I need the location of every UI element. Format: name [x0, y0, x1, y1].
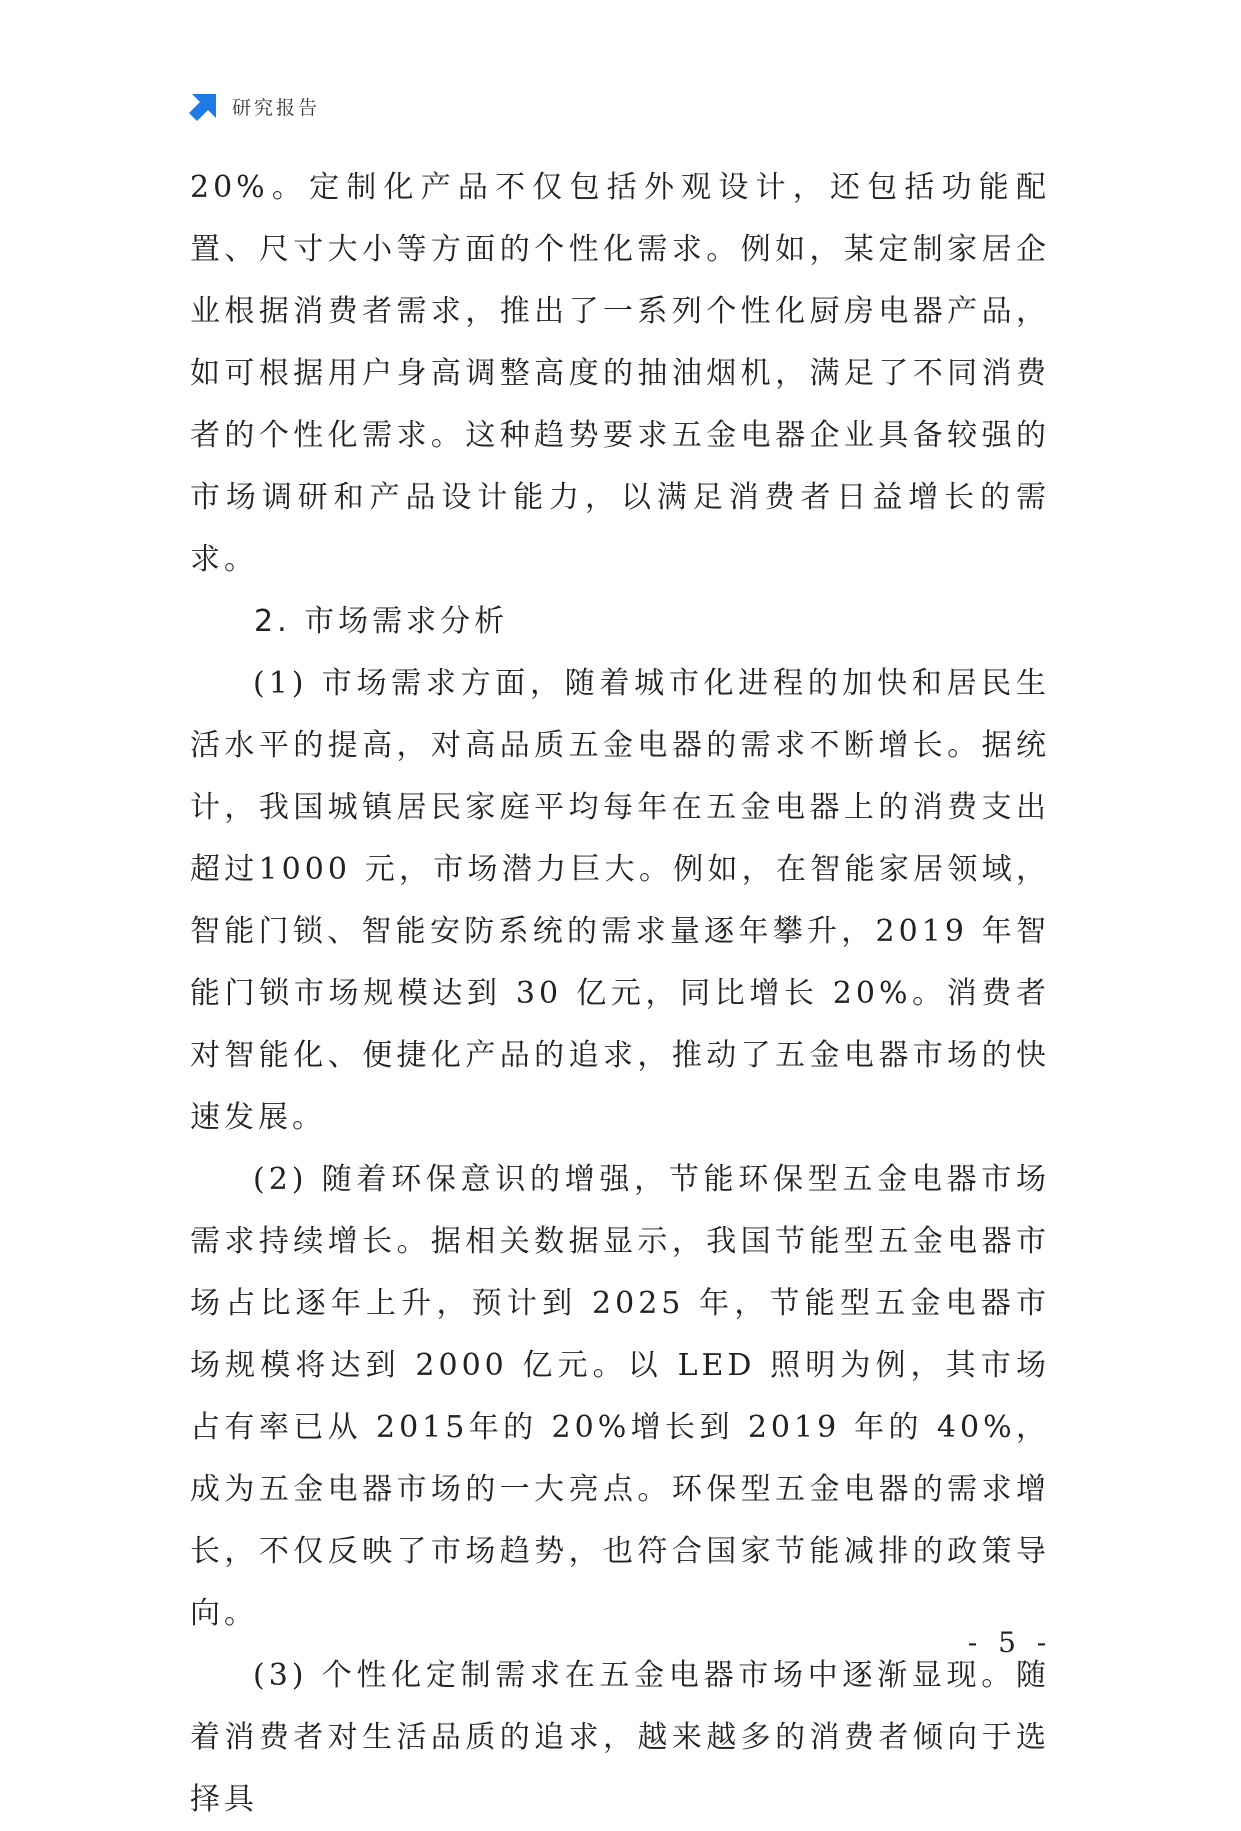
header-title: 研究报告	[232, 96, 321, 119]
paragraph-3: (3) 个性化定制需求在五金电器市场中逐渐显现。随着消费者对生活品质的追求，越来越多的消费者倾向于选择具	[190, 1658, 1050, 1817]
section-heading: 2. 市场需求分析	[254, 604, 509, 639]
paragraph-intro: 20%。定制化产品不仅包括外观设计，还包括功能配置、尺寸大小等方面的个性化需求。例如，某定制家居企业根据消费者需求，推出了一系列个性化厨房电器产品，如可根据用户身高调整高度的抽油烟机，满足了不同消费者的个性化需求。这种趋势要求五金电器企业具备较强的市场调研和产品设计能力，以满足消费者日益增长的需求。	[190, 170, 1050, 577]
paragraph-1: (1) 市场需求方面，随着城市化进程的加快和居民生活水平的提高，对高品质五金电器的需求不断增长。据统计，我国城镇居民家庭平均每年在五金电器上的消费支出超过1000 元，市场潜力巨大。例如，在智能家居领域，智能门锁、智能安防系统的需求量逐年攀升，2019 年智能门锁市场规模达到 30 亿元，同比增长 20%。消费者对智能化、便捷化产品的追求，推动了五金电器市场的快速发展。	[190, 666, 1050, 1135]
page-number: - 5 -	[967, 1626, 1053, 1659]
paragraph-2: (2) 随着环保意识的增强，节能环保型五金电器市场需求持续增长。据相关数据显示，我国节能型五金电器市场占比逐年上升，预计到 2025 年，节能型五金电器市场规模将达到 2000 亿元。以 LED 照明为例，其市场占有率已从 2015年的 20%增长到 2019 年的 40%，成为五金电器市场的一大亮点。环保型五金电器的需求增长，不仅反映了市场趋势，也符合国家节能减排的政策导向。	[190, 1162, 1050, 1631]
document-body	[190, 157, 1050, 1831]
page-header	[188, 88, 320, 124]
arrow-up-right-icon	[188, 90, 220, 122]
